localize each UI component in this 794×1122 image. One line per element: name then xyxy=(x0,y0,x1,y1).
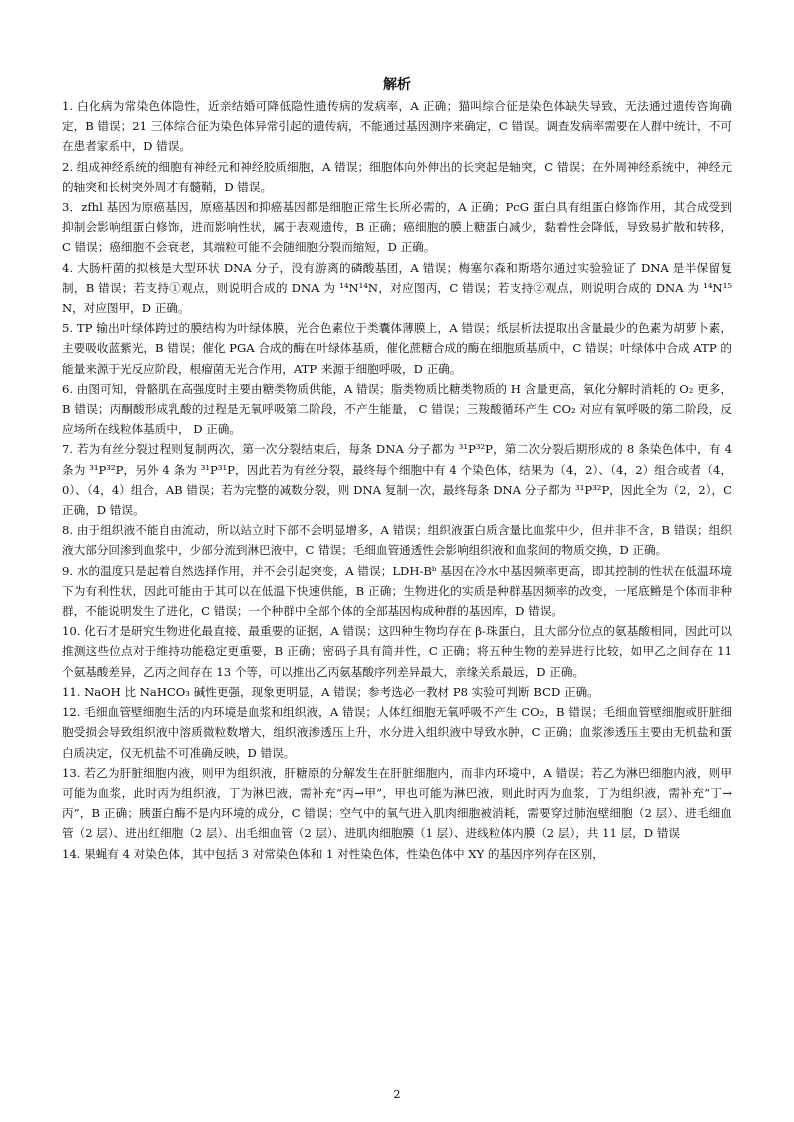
explanation-1: 1. 白化病为常染色体隐性，近亲结婚可降低隐性遗传病的发病率，A 正确；猫叫综合征是染色体缺失导致，无法通过遗传咨询确定，B 错误；21 三体综合征为染色体异常引起的遗传病，不能通过基因测序来确定，C 错误。调查发病率需要在人群中统计，不可在患者家系中，D 错误。 xyxy=(62,99,732,154)
explanation-8: 8. 由于组织液不能自由流动，所以站立时下部不会明显增多，A 错误；组织液蛋白质含量比血浆中少，但并非不含，B 错误；组织液大部分回渗到血浆中，少部分流到淋巴液中，C 错误；毛细血管通透性会影响组织液和血浆间的物质交换，D 正确。 xyxy=(62,523,732,558)
page-title: 解析 xyxy=(383,77,411,93)
explanation-10: 10. 化石才是研究生物进化最直接、最重要的证据，A 错误；这四种生物均存在 β-珠蛋白，且大部分位点的氨基酸相同，因此可以推测这些位点对于维持功能稳定更重要，B 正确；密码子具有简并性，C 正确；将五种生物的差异进行比较，如甲乙之间存在 11 个氨基酸差异，乙丙之间存在 13 个等，可以推出乙丙氨基酸序列差异最大，亲缘关系最远，D 正确。 xyxy=(62,624,732,679)
explanation-5: 5. TP 输出叶绿体跨过的膜结构为叶绿体膜，光合色素位于类囊体薄膜上，A 错误；纸层析法提取出含量最少的色素为胡萝卜素，主要吸收蓝紫光，B 错误；催化 PGA 合成的酶在叶绿体基质，催化蔗糖合成的酶在细胞质基质中，C 错误；叶绿体中合成 ATP 的能量来源于光反应阶段，根瘤菌无光合作用，ATP 来源于细胞呼吸，D 正确。 xyxy=(62,321,732,376)
explanation-9: 9. 水的温度只是起着自然选择作用，并不会引起突变，A 错误；LDH-Bᵇ 基因在冷水中基因频率更高，即其控制的性状在低温环境下为有利性状，因此可能由于其可以在低温下快速供能，B 正确；生物进化的实质是种群基因频率的改变，一尾底鳉是个体而非种群，不能说明发生了进化，C 错误；一个种群中全部个体的全部基因构成种群的基因库，D 错误。 xyxy=(62,563,732,619)
explanation-13: 13. 若乙为肝脏细胞内液，则甲为组织液，肝糖原的分解发生在肝脏细胞内，而非内环境中，A 错误；若乙为淋巴细胞内液，则甲可能为血浆，此时丙为组织液，丁为淋巴液，需补充“丙→甲”，甲也可能为淋巴液，则此时丙为血浆，丁为组织液，需补充“丁→丙”，B 正确；胰蛋白酶不是内环境的成分，C 错误；空气中的氧气进入肌肉细胞被消耗，需要穿过肺泡壁细胞（2 层）、进毛细血管（2 层）、进出红细胞（2 层）、出毛细血管（2 层）、进肌肉细胞膜（1 层）、进线粒体内膜（2 层），共 11 层，D 错误 xyxy=(62,765,732,841)
explanation-7: 7. 若为有丝分裂过程则复制两次，第一次分裂结束后，每条 DNA 分子都为 ³¹P³²P，第二次分裂后期形成的 8 条染色体中，有 4 条为 ³¹P³²P，另外 4 条为 ³¹P³¹P，因此若为有丝分裂，最终每个细胞中有 4 个染色体，结果为（4，2）、（4，2）组合或者（4，0）、（4，4）组合，AB 错误；若为完整的减数分裂，则 DNA 复制一次，最终每条 DNA 分子都为 ³¹P³²P，因此全为（2，2），C 正确，D 错误。 xyxy=(62,442,732,518)
explanation-4: 4. 大肠杆菌的拟核是大型环状 DNA 分子，没有游离的磷酸基团，A 错误；梅塞尔森和斯塔尔通过实验验证了 DNA 是半保留复制，B 错误；若支持①观点，则说明合成的 DNA 为 ¹⁴N¹⁴N，对应图丙，C 错误；若支持②观点，则说明合成的 DNA 为 ¹⁴N¹⁵N，对应图甲，D 正确。 xyxy=(62,260,732,316)
explanation-12: 12. 毛细血管壁细胞生活的内环境是血浆和组织液，A 错误；人体红细胞无氧呼吸不产生 CO₂，B 错误；毛细血管壁细胞或肝脏细胞受损会导致组织液中溶质微粒数增大，组织液渗透压上升，水分进入组织液中导致水肿，C 正确；血浆渗透压主要由无机盐和蛋白质决定，仅无机盐不可准确反映，D 错误。 xyxy=(62,705,732,760)
answer-explanations xyxy=(62,96,732,864)
explanation-11: 11. NaOH 比 NaHCO₃ 碱性更强，现象更明显，A 错误；参考选必一教材 P8 实验可判断 BCD 正确。 xyxy=(62,684,599,699)
explanation-3: 3．zfhl 基因为原癌基因，原癌基因和抑癌基因都是细胞正常生长所必需的，A 正确；PcG 蛋白具有组蛋白修饰作用，其合成受到抑制会影响组蛋白修饰，进而影响性状，属于表观遗传，B 正确；癌细胞的膜上糖蛋白减少，黏着性会降低，导致易扩散和转移，C 错误；癌细胞不会衰老，其端粒可能不会随细胞分裂而缩短，D 正确。 xyxy=(62,200,732,255)
explanation-2: 2. 组成神经系统的细胞有神经元和神经胶质细胞，A 错误；细胞体向外伸出的长突起是轴突，C 错误；在外周神经系统中，神经元的轴突和长树突外周才有髓鞘，D 错误。 xyxy=(62,159,732,194)
explanation-14: 14. 果蝇有 4 对染色体，其中包括 3 对常染色体和 1 对性染色体，性染色体中 XY 的基因序列存在区别， xyxy=(62,846,604,861)
explanation-6: 6. 由图可知，骨骼肌在高强度时主要由糖类物质供能，A 错误；脂类物质比糖类物质的 H 含量更高，氧化分解时消耗的 O₂ 更多，B 错误；丙酮酸形成乳酸的过程是无氧呼吸第二阶段，不产生能量， C 错误；三羧酸循环产生 CO₂ 对应有氧呼吸的第二阶段，反应场所在线粒体基质中， D 正确。 xyxy=(62,381,732,437)
page-number: 2 xyxy=(393,1088,401,1101)
